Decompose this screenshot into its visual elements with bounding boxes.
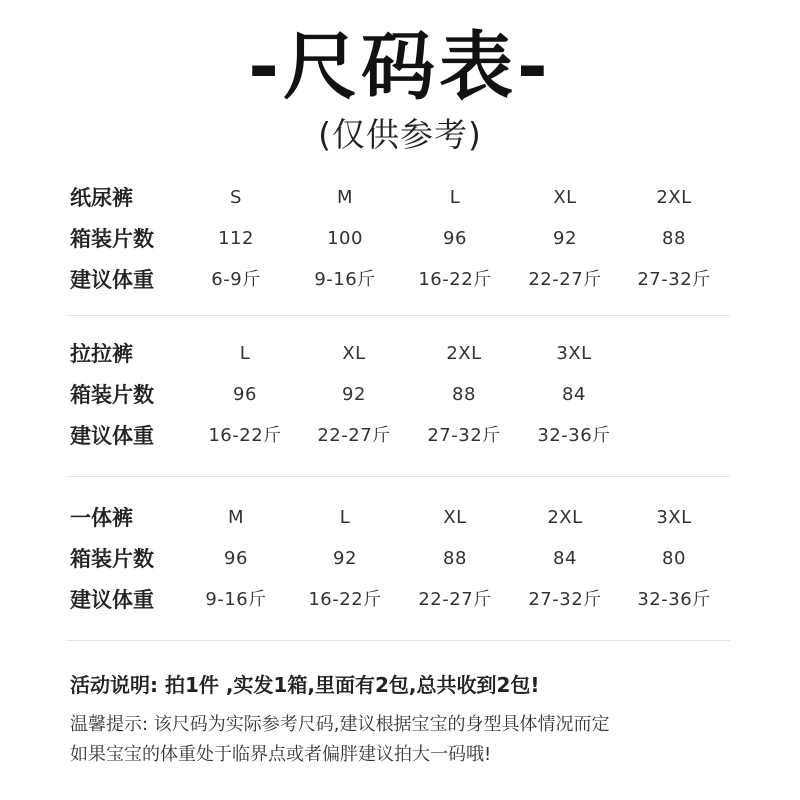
section-divider: [66, 640, 730, 641]
table-2-size-cell: XL: [342, 343, 366, 364]
table-3-size-cell: 3XL: [656, 507, 692, 528]
table-3-size-cell: XL: [443, 507, 467, 528]
table-2-row-label: 箱装片数: [70, 383, 154, 407]
table-1-weight-cell: 16-22斤: [418, 269, 492, 290]
table-1-size-cell: L: [449, 187, 461, 208]
table-1-row-label: 纸尿裤: [70, 186, 133, 210]
table-2-size-cell: 2XL: [446, 343, 482, 364]
table-1-count-cell: 88: [662, 228, 686, 249]
page-title: -尺码表-: [248, 24, 552, 110]
table-3-row-label: 建议体重: [70, 588, 154, 612]
table-2-size-cell: L: [239, 343, 251, 364]
table-1-size-cell: S: [230, 187, 242, 208]
table-1-count-cell: 96: [443, 228, 467, 249]
table-3-weight-cell: 9-16斤: [205, 589, 267, 610]
table-2-weight-cell: 32-36斤: [537, 425, 611, 446]
table-2-count-cell: 92: [342, 384, 366, 405]
table-2-count-cell: 84: [562, 384, 586, 405]
reminder-note-line-1: 温馨提示: 该尺码为实际参考尺码,建议根据宝宝的身型具体情况而定: [70, 714, 610, 735]
table-1-row-label: 箱装片数: [70, 227, 154, 251]
section-divider: [66, 476, 730, 477]
table-3-row-label: 箱装片数: [70, 547, 154, 571]
table-1-count-cell: 112: [218, 228, 254, 249]
table-2-row-label: 拉拉裤: [70, 342, 133, 366]
table-2-weight-cell: 27-32斤: [427, 425, 501, 446]
table-3-count-cell: 92: [333, 548, 357, 569]
table-3-size-cell: L: [339, 507, 351, 528]
table-3-size-cell: M: [227, 507, 245, 528]
table-2-count-cell: 88: [452, 384, 476, 405]
table-3-count-cell: 80: [662, 548, 686, 569]
table-3-count-cell: 96: [224, 548, 248, 569]
section-divider: [66, 315, 730, 316]
table-3-row-label: 一体裤: [70, 506, 133, 530]
table-3-weight-cell: 27-32斤: [528, 589, 602, 610]
table-2-weight-cell: 16-22斤: [208, 425, 282, 446]
table-1-weight-cell: 22-27斤: [528, 269, 602, 290]
table-1-size-cell: M: [336, 187, 354, 208]
table-1-weight-cell: 6-9斤: [211, 269, 261, 290]
table-3-count-cell: 88: [443, 548, 467, 569]
table-3-weight-cell: 16-22斤: [308, 589, 382, 610]
table-2-size-cell: 3XL: [556, 343, 592, 364]
table-3-weight-cell: 22-27斤: [418, 589, 492, 610]
table-1-weight-cell: 9-16斤: [314, 269, 376, 290]
reminder-note-line-2: 如果宝宝的体重处于临界点或者偏胖建议拍大一码哦!: [70, 744, 492, 765]
activity-description: 活动说明: 拍1件 ,实发1箱,里面有2包,总共收到2包!: [70, 673, 540, 697]
table-3-weight-cell: 32-36斤: [637, 589, 711, 610]
table-1-size-cell: XL: [553, 187, 577, 208]
page-subtitle: (仅供参考): [318, 115, 482, 154]
table-1-count-cell: 92: [553, 228, 577, 249]
table-2-row-label: 建议体重: [70, 424, 154, 448]
table-1-row-label: 建议体重: [70, 268, 154, 292]
table-2-weight-cell: 22-27斤: [317, 425, 391, 446]
table-1-count-cell: 100: [327, 228, 363, 249]
table-2-count-cell: 96: [233, 384, 257, 405]
table-3-size-cell: 2XL: [547, 507, 583, 528]
table-3-count-cell: 84: [553, 548, 577, 569]
table-1-size-cell: 2XL: [656, 187, 692, 208]
table-1-weight-cell: 27-32斤: [637, 269, 711, 290]
